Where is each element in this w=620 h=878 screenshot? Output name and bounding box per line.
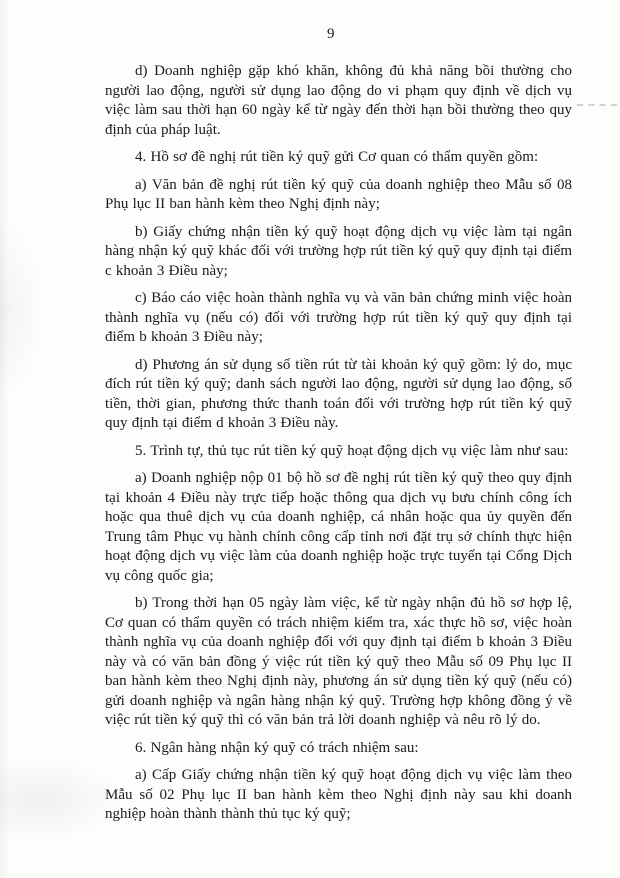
paragraph-6-point-a: a) Cấp Giấy chứng nhận tiền ký quỹ hoạt động dịch vụ việc làm theo Mẫu số 02 Phụ lục II ban hành kèm theo Nghị định này sau khi doanh nghiệp hoàn thành thành thủ tục ký quỹ; [105, 767, 572, 822]
paragraph-section-6: 6. Ngân hàng nhận ký quỹ có trách nhiệm sau: [135, 739, 419, 756]
paragraph-point-d: d) Doanh nghiệp gặp khó khăn, không đủ khả năng bồi thường cho người lao động, người sử dụng lao động do vi phạm quy định về dịch vụ việc làm sau thời hạn 60 ngày kể từ ngày đến thời hạn bồi thường theo quy định của pháp luật. [105, 63, 572, 138]
paragraph-5-point-a: a) Doanh nghiệp nộp 01 bộ hồ sơ đề nghị rút tiền ký quỹ theo quy định tại khoản 4 Điều này trực tiếp hoặc thông qua dịch vụ bưu chính công ích hoặc qua thuê dịch vụ của doanh nghiệp, cá nhân hoặc qua ủy quyền đến Trung tâm Phục vụ hành chính công cấp tỉnh nơi đặt trụ sở chính thực hiện hoạt động dịch vụ việc làm của doanh nghiệp hoặc trực tuyến tại Cổng Dịch vụ công quốc gia; [105, 470, 572, 584]
paragraph-5-point-b: b) Trong thời hạn 05 ngày làm việc, kể từ ngày nhận đủ hồ sơ hợp lệ, Cơ quan có thẩm quyền có trách nhiệm kiểm tra, xác thực hồ sơ, việc hoàn thành nghĩa vụ của doanh nghiệp đối với quy định tại điểm b khoản 3 Điều này và có văn bản đồng ý việc rút tiền ký quỹ theo Mẫu số 09 Phụ lục II ban hành kèm theo Nghị định này, phương án sử dụng tiền ký quỹ (nếu có) gửi doanh nghiệp và ngân hàng nhận ký quỹ. Trường hợp không đồng ý về việc rút tiền ký quỹ thì có văn bản trả lời doanh nghiệp và nêu rõ lý do. [105, 595, 572, 728]
document-body [105, 62, 572, 833]
paragraph-4-point-b: b) Giấy chứng nhận tiền ký quỹ hoạt động dịch vụ việc làm tại ngân hàng nhận ký quỹ khác đối với trường hợp rút tiền ký quỹ quy định tại điểm c khoản 3 Điều này; [105, 223, 572, 279]
paragraph-4-point-a: a) Văn bản đề nghị rút tiền ký quỹ của doanh nghiệp theo Mẫu số 08 Phụ lục II ban hành kèm theo Nghị định này; [105, 176, 572, 212]
scan-artifact-dashes [577, 104, 617, 106]
page-number: 9 [327, 26, 335, 42]
paragraph-section-4: 4. Hồ sơ đề nghị rút tiền ký quỹ gửi Cơ quan có thẩm quyền gồm: [135, 149, 539, 165]
paragraph-section-5: 5. Trình tự, thủ tục rút tiền ký quỹ hoạt động dịch vụ việc làm như sau: [135, 442, 569, 459]
paragraph-4-point-c: c) Báo cáo việc hoàn thành nghĩa vụ và văn bản chứng minh việc hoàn thành nghĩa vụ (nếu có) đối với trường hợp rút tiền ký quỹ quy định tại điểm b khoản 3 Điều này; [105, 290, 572, 345]
paragraph-4-point-d: d) Phương án sử dụng số tiền rút từ tài khoản ký quỹ gồm: lý do, mục đích rút tiền ký quỹ; danh sách người lao động, người sử dụng lao động, số tiền, thời gian, phương thức thanh toán đối với trường hợp rút tiền ký quỹ quy định tại điểm d khoản 3 Điều này. [105, 356, 572, 431]
